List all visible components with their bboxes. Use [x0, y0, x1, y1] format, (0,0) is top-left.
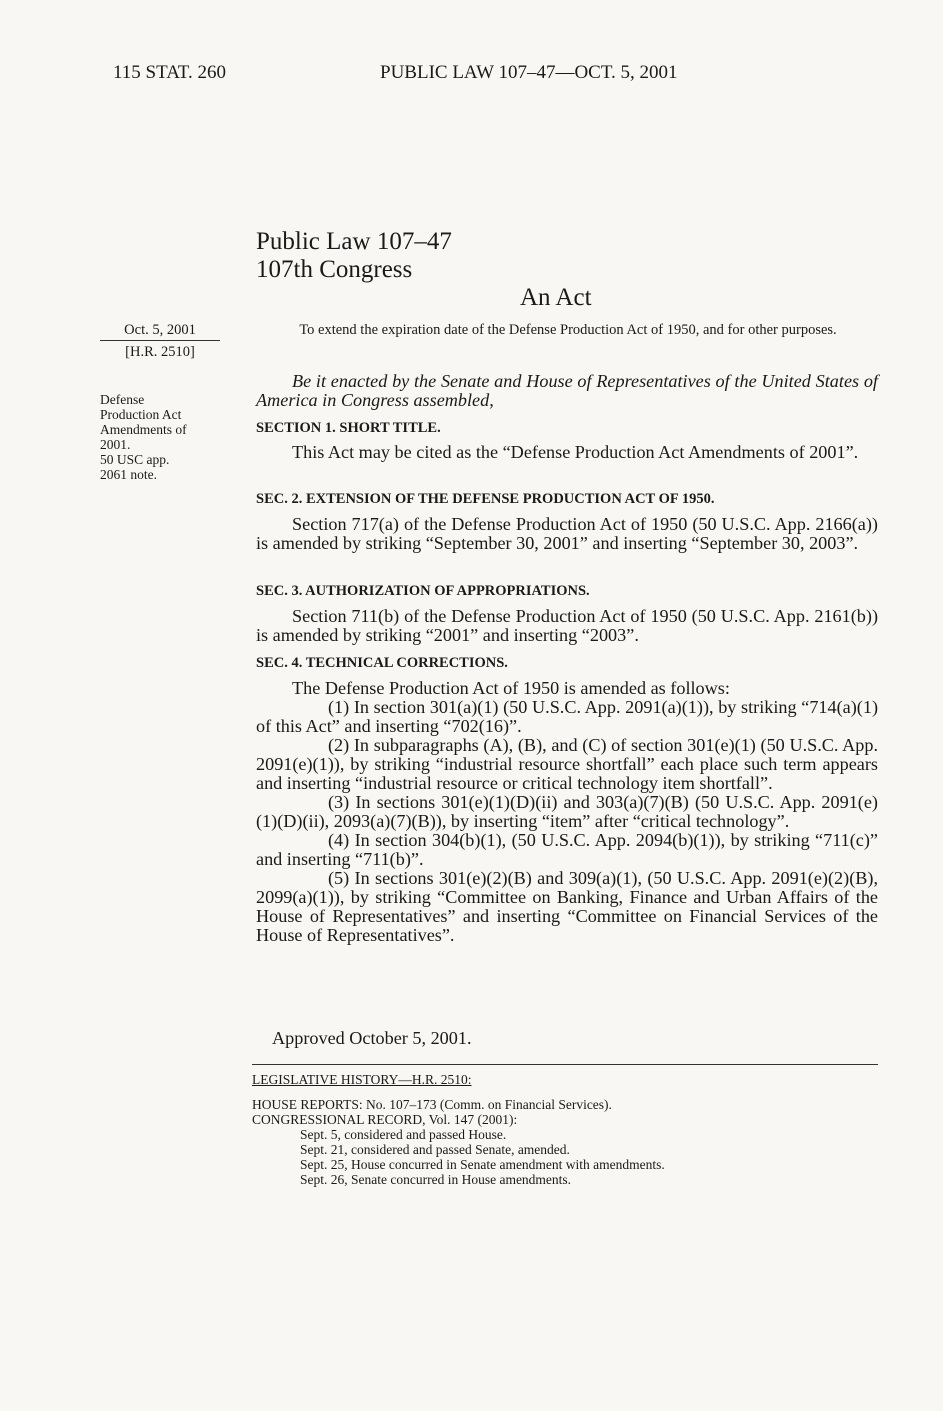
legislative-history-heading: LEGISLATIVE HISTORY—H.R. 2510: — [252, 1072, 472, 1087]
section-4-item-3: (3) In sections 301(e)(1)(D)(ii) and 303(a)(7)(B) (50 U.S.C. App. 2091(e)(1)(D)(ii), 2093(a)(7)(B)), by inserting “item” after “critical technology”. — [256, 792, 878, 831]
page-reference: 115 STAT. 260 — [113, 62, 227, 83]
history-entry: Sept. 21, considered and passed Senate, amended. — [300, 1142, 570, 1157]
divider-rule — [252, 1064, 878, 1065]
section-4-heading: SEC. 4. TECHNICAL CORRECTIONS. — [256, 655, 508, 671]
section-1-heading: SECTION 1. SHORT TITLE. — [256, 420, 441, 436]
history-entry: Sept. 5, considered and passed House. — [300, 1127, 507, 1142]
history-entry: Sept. 26, Senate concurred in House amendments. — [300, 1172, 572, 1187]
approval-date: Approved October 5, 2001. — [272, 1028, 472, 1048]
act-heading: An Act — [520, 284, 592, 311]
section-4-item-1: (1) In section 301(a)(1) (50 U.S.C. App. 2091(a)(1)), by striking “714(a)(1) of this Act” and inserting “702(16)”. — [256, 697, 878, 736]
margin-note-line: 2001. — [100, 437, 131, 452]
house-reports: HOUSE REPORTS: No. 107–173 (Comm. on Financial Services). — [252, 1097, 612, 1112]
margin-date-bill — [100, 321, 220, 361]
title-block — [256, 228, 452, 284]
running-title: PUBLIC LAW 107–47—OCT. 5, 2001 — [380, 62, 678, 83]
section-2-heading: SEC. 2. EXTENSION OF THE DEFENSE PRODUCTION ACT OF 1950. — [256, 491, 715, 507]
purpose-statement: To extend the expiration date of the Defense Production Act of 1950, and for other purposes. — [299, 322, 837, 338]
enacting-clause: Be it enacted by the Senate and House of Representatives of the United States of America in Congress assembled, — [256, 371, 878, 410]
section-1-text: This Act may be cited as the “Defense Production Act Amendments of 2001”. — [292, 442, 859, 462]
margin-note-line: Amendments of — [100, 422, 187, 437]
legislative-history — [252, 1072, 878, 1187]
section-3-heading: SEC. 3. AUTHORIZATION OF APPROPRIATIONS. — [256, 583, 590, 599]
congressional-record: CONGRESSIONAL RECORD, Vol. 147 (2001): — [252, 1112, 518, 1127]
law-number: Public Law 107–47 — [256, 228, 452, 255]
section-4-item-5: (5) In sections 301(e)(2)(B) and 309(a)(1), (50 U.S.C. App. 2091(e)(2)(B), 2099(a)(1)), by striking “Committee on Banking, Finance and Urban Affairs of the House of Representatives” and inserting “Committee on Financial Services of the House of Representatives”. — [256, 868, 878, 945]
margin-date: Oct. 5, 2001 — [100, 321, 220, 341]
section-4-item-4: (4) In section 304(b)(1), (50 U.S.C. App. 2094(b)(1)), by striking “711(c)” and inserting “711(b)”. — [256, 830, 878, 869]
congress-number: 107th Congress — [256, 256, 413, 283]
section-4-item-2: (2) In subparagraphs (A), (B), and (C) of section 301(e)(1) (50 U.S.C. App. 2091(e)(1)), by striking “industrial resource shortfall” each place such term appears and inserting “industrial resource or critical technology item shortfall”. — [256, 735, 878, 793]
section-3-text: Section 711(b) of the Defense Production Act of 1950 (50 U.S.C. App. 2161(b)) is amended by striking “2001” and inserting “2003”. — [256, 606, 878, 645]
margin-note-line: Production Act — [100, 407, 182, 422]
margin-note — [100, 392, 230, 482]
section-4-body — [256, 679, 878, 945]
history-entry: Sept. 25, House concurred in Senate amendment with amendments. — [300, 1157, 665, 1172]
margin-note-line: 2061 note. — [100, 467, 157, 482]
section-4-intro: The Defense Production Act of 1950 is amended as follows: — [292, 678, 730, 698]
margin-note-line: Defense — [100, 392, 145, 407]
margin-bill: [H.R. 2510] — [125, 344, 195, 360]
margin-note-line: 50 USC app. — [100, 452, 170, 467]
section-2-text: Section 717(a) of the Defense Production Act of 1950 (50 U.S.C. App. 2166(a)) is amended by striking “September 30, 2001” and inserting “September 30, 2003”. — [256, 514, 878, 553]
